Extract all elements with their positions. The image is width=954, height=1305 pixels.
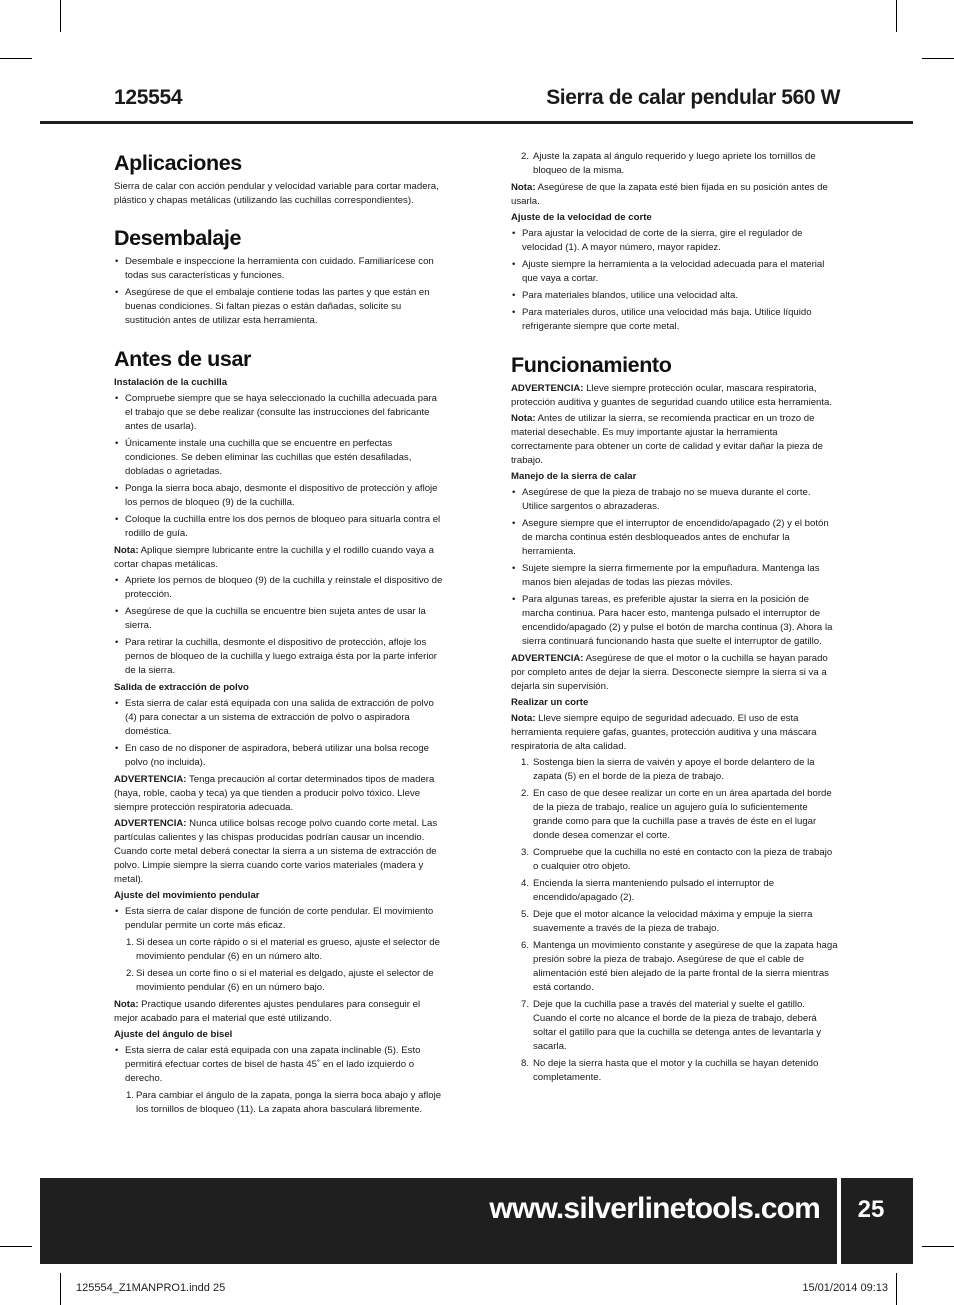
list-item: • Esta sierra de calar está equipada con una zapata inclinable (5). Esto permitirá efectuar cortes de bisel de hasta 45˚ en el lado izquierdo o derecho. [114,1044,444,1086]
paragraph: Sierra de calar con acción pendular y velocidad variable para cortar madera, plástico y chapas metálicas (utilizando las cuchillas correspondientes). [114,181,439,206]
slug-file: 125554_Z1MANPRO1.indd 25 [76,1282,226,1294]
bullet-list [114,574,444,678]
subheading: Instalación de la cuchilla [114,377,228,388]
subheading: Ajuste de la velocidad de corte [511,212,652,223]
list-item: • Asegúrese de que el embalaje contiene todas las partes y que están en buenas condiciones. Si faltan piezas o están dañadas, solicite su sustitución antes de utilizar esta herramienta. [114,286,444,328]
product-code: 125554 [114,86,183,109]
list-item: • Sujete siempre la sierra firmemente por la empuñadura. Mantenga las manos bien alejadas de todas las piezas móviles. [511,562,839,590]
note-text: Practique usando diferentes ajustes pendulares para conseguir el mejor acabado para el material que esté utilizando. [114,999,421,1024]
warning [114,817,444,887]
bullet-list [114,697,444,770]
warning-text: Asegúrese de que el motor o la cuchilla se hayan parado por completo antes de dejar la sierra. Desconecte siempre la sierra si va a dejarla sin supervisión. [511,653,828,692]
website-link[interactable]: www.silverlinetools.com [489,1192,820,1225]
list-item: • Únicamente instale una cuchilla que se encuentre en perfectas condiciones. Se deben eliminar las cuchillas que estén desafiladas, dobladas o agrietadas. [114,437,444,479]
warning-text: Nunca utilice bolsas recoge polvo cuando corte metal. Las partículas calientes y las chispas producidas podrían causar un incendio. Cuando corte metal deberá conectar la sierra a un sistema de extracción de polvo. Limpie siempre la sierra cuando corte varios materiales (madera y metal). [114,818,438,885]
footer-band [40,1178,913,1264]
list-item: • Para ajustar la velocidad de corte de la sierra, gire el regulador de velocidad (1). A mayor número, mayor rapidez. [511,227,839,255]
page-number: 25 [857,1196,885,1223]
list-item: • Esta sierra de calar está equipada con una salida de extracción de polvo (4) para conectar a un sistema de extracción de polvo o aspiradora doméstica. [114,697,444,739]
crop-mark [896,0,897,32]
list-item: • Para materiales duros, utilice una velocidad más baja. Utilice líquido refrigerante siempre que corte metal. [511,306,839,334]
warning [114,773,444,815]
note-label: Nota: [511,713,536,724]
header-rule [40,121,913,124]
crop-mark [60,1273,61,1305]
list-item: 3. Compruebe que la cuchilla no esté en contacto con la pieza de trabajo o cualquier otro objeto. [521,847,833,872]
crop-mark [896,1273,897,1305]
list-item: 2. Ajuste la zapata al ángulo requerido y luego apriete los tornillos de bloqueo de la misma. [521,151,816,176]
subheading: Ajuste del ángulo de bisel [114,1029,233,1040]
note-text: Asegúrese de que la zapata esté bien fijada en su posición antes de usarla. [511,182,828,207]
note [511,412,839,468]
subheading: Salida de extracción de polvo [114,682,249,693]
slug-date: 15/01/2014 09:13 [802,1282,888,1294]
page-header [114,86,840,116]
warning-text: Tenga precaución al cortar determinados tipos de madera (haya, roble, caoba y teca) ya que tienden a producir polvo tóxico. Lleve siempre protección respiratoria adecuada. [114,774,435,813]
warning [511,382,839,410]
bullet-list [114,255,444,328]
bullet-list [114,1044,444,1086]
list-item: • Ajuste siempre la herramienta a la velocidad adecuada para el material que vaya a cortar. [511,258,839,286]
crop-mark [60,0,61,32]
list-item: 1. Para cambiar el ángulo de la zapata, ponga la sierra boca abajo y afloje los tornillos de bloqueo (11). La zapata ahora basculará libremente. [126,1090,442,1115]
numbered-list [511,756,839,1085]
heading-funcionamiento: Funcionamiento [511,353,672,377]
list-item: • Para materiales blandos, utilice una velocidad alta. [511,289,839,303]
note-text: Antes de utilizar la sierra, se recomienda practicar en un trozo de material desechable. Es muy importante ajustar la herramienta correctamente para obtener un corte de calidad y evitar dañar la pieza de trabajo. [511,413,823,466]
note-label: Nota: [511,413,536,424]
right-column [511,150,839,1088]
note [114,544,444,572]
list-item: • Para algunas tareas, es preferible ajustar la sierra en la posición de marcha continua. Para hacer esto, mantenga pulsado el interruptor de encendido/apagado (2) y pulse el botón de marcha continua (3). Ahora la sierra continuará funcionando hasta que suelte el interruptor de gatillo. [511,593,839,649]
list-item: 1. Si desea un corte rápido o si el material es grueso, ajuste el selector de movimiento pendular (6) en un número alto. [126,937,440,962]
heading-desembalaje: Desembalaje [114,226,242,250]
list-item: 2. Si desea un corte fino o si el material es delgado, ajuste el selector de movimiento pendular (6) en un número bajo. [126,968,434,993]
list-item: • Asegure siempre que el interruptor de encendido/apagado (2) y el botón de marcha continua estén desbloqueados antes de enchufar la herramienta. [511,517,839,559]
warning-label: ADVERTENCIA: [114,774,187,785]
numbered-list [114,1089,444,1117]
warning-label: ADVERTENCIA: [114,818,187,829]
list-item: • Ponga la sierra boca abajo, desmonte el dispositivo de protección y afloje los pernos de bloqueo (9) de la cuchilla. [114,482,444,510]
list-item: • En caso de no disponer de aspiradora, beberá utilizar una bolsa recoge polvo (no incluida). [114,742,444,770]
note-label: Nota: [114,545,139,556]
list-item: 5. Deje que el motor alcance la velocidad máxima y empuje la sierra suavemente a través de la pieza de trabajo. [521,909,813,934]
list-item: 1. Sostenga bien la sierra de vaivén y apoye el borde delantero de la zapata (5) en el borde de la pieza de trabajo. [521,757,815,782]
list-item: • Coloque la cuchilla entre los dos pernos de bloqueo para situarla contra el rodillo de guía. [114,513,444,541]
note-label: Nota: [511,182,536,193]
heading-antes-de-usar: Antes de usar [114,347,251,371]
list-item: 8. No deje la sierra hasta que el motor y la cuchilla se hayan detenido completamente. [521,1058,819,1083]
list-item: • Compruebe siempre que se haya seleccionado la cuchilla adecuada para el trabajo que se debe realizar (consulte las instrucciones del fabricante antes de usarla). [114,392,444,434]
bullet-list [511,227,839,334]
bullet-list [114,392,444,541]
subheading: Realizar un corte [511,697,589,708]
list-item: 7. Deje que la cuchilla pase a través del material y suelte el gatillo. Cuando el corte no alcance el borde de la pieza de trabajo, deberá soltar el gatillo para que la cuchilla se detenga antes de levantarla y sacarla. [521,999,821,1052]
note-label: Nota: [114,999,139,1010]
list-item: 2. En caso de que desee realizar un corte en un área apartada del borde de la pieza de trabajo, realice un agujero guía lo suficientemente grande como para que la cuchilla pase a través de éste en el lugar donde desea comenzar el corte. [521,788,832,841]
note [511,712,839,754]
note [511,181,839,209]
list-item: • Para retirar la cuchilla, desmonte el dispositivo de protección, afloje los pernos de bloqueo de la cuchilla y luego extraiga ésta por la parte inferior de la sierra. [114,636,444,678]
crop-mark [922,1246,954,1247]
heading-aplicaciones: Aplicaciones [114,151,242,175]
crop-mark [0,58,32,59]
list-item: 4. Encienda la sierra manteniendo pulsado el interruptor de encendido/apagado (2). [521,878,775,903]
warning-label: ADVERTENCIA: [511,653,584,664]
note-text: Lleve siempre equipo de seguridad adecuado. El uso de esta herramienta requiere gafas, guantes, protección auditiva y una máscara respiratoria de alta calidad. [511,713,817,752]
warning [511,652,839,694]
numbered-list [511,150,839,178]
subheading: Ajuste del movimiento pendular [114,890,260,901]
note-text: Aplique siempre lubricante entre la cuchilla y el rodillo cuando vaya a cortar chapas metálicas. [114,545,434,570]
product-title: Sierra de calar pendular 560 W [546,86,840,109]
subheading: Manejo de la sierra de calar [511,471,637,482]
list-item: 6. Mantenga un movimiento constante y asegúrese de que la zapata haga presión sobre la pieza de trabajo. Asegúrese de que el cable de alimentación esté bien alejado de la parte frontal de la sierra mientras está cortando. [521,940,838,993]
list-item: • Asegúrese de que la cuchilla se encuentre bien sujeta antes de usar la sierra. [114,605,444,633]
crop-mark [922,58,954,59]
bullet-list [114,905,444,933]
note [114,998,444,1026]
left-column [114,150,444,1120]
warning-text: Lleve siempre protección ocular, mascara respiratoria, protección auditiva y guantes de seguridad cuando utilice esta herramienta. [511,383,833,408]
list-item: • Asegúrese de que la pieza de trabajo no se mueva durante el corte. Utilice sargentos o abrazaderas. [511,486,839,514]
warning-label: ADVERTENCIA: [511,383,584,394]
list-item: • Apriete los pernos de bloqueo (9) de la cuchilla y reinstale el dispositivo de protección. [114,574,444,602]
crop-mark [0,1246,32,1247]
bullet-list [511,486,839,649]
list-item: • Desembale e inspeccione la herramienta con cuidado. Familiarícese con todas sus características y funciones. [114,255,444,283]
numbered-list [114,936,444,995]
list-item: • Esta sierra de calar dispone de función de corte pendular. El movimiento pendular permite un corte más eficaz. [114,905,444,933]
